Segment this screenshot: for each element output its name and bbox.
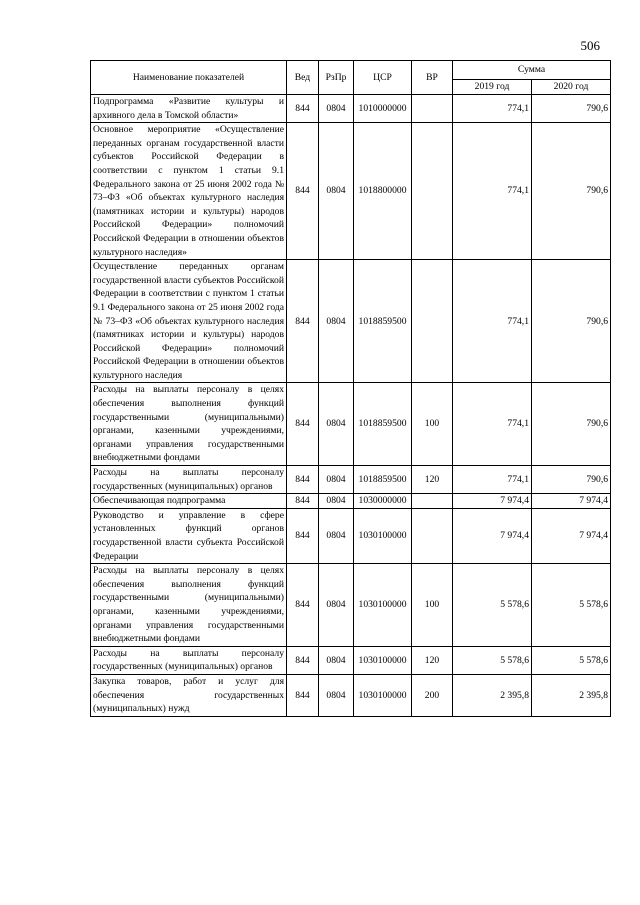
cell-ved: 844 xyxy=(287,95,319,123)
cell-sum-2019: 774,1 xyxy=(453,95,532,123)
table-row xyxy=(91,646,611,674)
cell-rzpr: 0804 xyxy=(319,494,354,509)
cell-rzpr: 0804 xyxy=(319,646,354,674)
cell-sum-2019: 7 974,4 xyxy=(453,508,532,563)
cell-vr xyxy=(412,494,453,509)
cell-csr: 1018800000 xyxy=(354,123,412,260)
header-sum: Сумма xyxy=(453,61,611,80)
header-year-2020: 2020 год xyxy=(532,80,611,95)
cell-vr: 100 xyxy=(412,564,453,647)
header-ved: Вед xyxy=(287,61,319,95)
cell-name: Осуществление переданных органам государственной власти субъектов Российской Федерации в соответствии с пунктом 1 статьи 9.1 Федерального закона от 25 июня 2002 года № 73–ФЗ «Об объектах культурного наследия (памятниках истории и культуры) народов Российской Федерации» полномочий Российской Федерации в отношении объектов культурного наследия xyxy=(91,260,287,383)
page-number: 506 xyxy=(580,38,600,53)
cell-sum-2020: 2 395,8 xyxy=(532,674,611,716)
budget-table xyxy=(90,60,611,717)
cell-rzpr: 0804 xyxy=(319,123,354,260)
cell-ved: 844 xyxy=(287,260,319,383)
cell-ved: 844 xyxy=(287,508,319,563)
cell-ved: 844 xyxy=(287,123,319,260)
cell-name: Руководство и управление в сфере установленных функций органов государственной власти субъекта Российской Федерации xyxy=(91,508,287,563)
cell-rzpr: 0804 xyxy=(319,674,354,716)
cell-sum-2020: 790,6 xyxy=(532,383,611,466)
cell-ved: 844 xyxy=(287,646,319,674)
cell-sum-2019: 774,1 xyxy=(453,123,532,260)
table-row xyxy=(91,260,611,383)
cell-sum-2020: 7 974,4 xyxy=(532,508,611,563)
header-vr: ВР xyxy=(412,61,453,95)
cell-sum-2019: 5 578,6 xyxy=(453,564,532,647)
table-body xyxy=(91,95,611,717)
cell-rzpr: 0804 xyxy=(319,466,354,494)
header-csr: ЦСР xyxy=(354,61,412,95)
cell-vr: 200 xyxy=(412,674,453,716)
header-rzpr: РзПр xyxy=(319,61,354,95)
cell-csr: 1030100000 xyxy=(354,508,412,563)
cell-csr: 1018859500 xyxy=(354,260,412,383)
cell-ved: 844 xyxy=(287,494,319,509)
cell-sum-2019: 774,1 xyxy=(453,260,532,383)
table-row xyxy=(91,674,611,716)
cell-name: Основное мероприятие «Осуществление переданных органам государственной власти субъектов Российской Федерации в соответствии с пунктом 1 статьи 9.1 Федерального закона от 25 июня 2002 года № 73–ФЗ «Об объектах культурного наследия (памятниках истории и культуры) народов Российской Федерации» полномочий Российской Федерации в отношении объектов культурного наследия» xyxy=(91,123,287,260)
cell-ved: 844 xyxy=(287,674,319,716)
cell-sum-2020: 7 974,4 xyxy=(532,494,611,509)
cell-vr xyxy=(412,508,453,563)
header-year-2019: 2019 год xyxy=(453,80,532,95)
cell-csr: 1018859500 xyxy=(354,383,412,466)
cell-name: Расходы на выплаты персоналу в целях обеспечения выполнения функций государственными (муниципальными) органами, казенными учреждениями, органами управления государственными внебюджетными фондами xyxy=(91,564,287,647)
table-row xyxy=(91,95,611,123)
cell-ved: 844 xyxy=(287,383,319,466)
cell-sum-2020: 5 578,6 xyxy=(532,564,611,647)
cell-sum-2019: 774,1 xyxy=(453,466,532,494)
cell-rzpr: 0804 xyxy=(319,95,354,123)
cell-name: Расходы на выплаты персоналу в целях обеспечения выполнения функций государственными (муниципальными) органами, казенными учреждениями, органами управления государственными внебюджетными фондами xyxy=(91,383,287,466)
cell-csr: 1030100000 xyxy=(354,646,412,674)
table-row xyxy=(91,383,611,466)
cell-rzpr: 0804 xyxy=(319,383,354,466)
cell-csr: 1010000000 xyxy=(354,95,412,123)
cell-csr: 1030100000 xyxy=(354,674,412,716)
table-row xyxy=(91,564,611,647)
cell-vr: 120 xyxy=(412,466,453,494)
cell-name: Закупка товаров, работ и услуг для обеспечения государственных (муниципальных) нужд xyxy=(91,674,287,716)
cell-name: Обеспечивающая подпрограмма xyxy=(91,494,287,509)
cell-csr: 1018859500 xyxy=(354,466,412,494)
cell-csr: 1030000000 xyxy=(354,494,412,509)
cell-sum-2020: 790,6 xyxy=(532,466,611,494)
cell-sum-2020: 790,6 xyxy=(532,95,611,123)
cell-sum-2020: 790,6 xyxy=(532,123,611,260)
cell-rzpr: 0804 xyxy=(319,564,354,647)
cell-name: Подпрограмма «Развитие культуры и архивного дела в Томской области» xyxy=(91,95,287,123)
cell-rzpr: 0804 xyxy=(319,508,354,563)
cell-sum-2019: 7 974,4 xyxy=(453,494,532,509)
cell-vr: 100 xyxy=(412,383,453,466)
table-row xyxy=(91,508,611,563)
cell-vr xyxy=(412,260,453,383)
table-row xyxy=(91,466,611,494)
table-header xyxy=(91,61,611,95)
cell-vr: 120 xyxy=(412,646,453,674)
cell-ved: 844 xyxy=(287,564,319,647)
cell-vr xyxy=(412,95,453,123)
cell-name: Расходы на выплаты персоналу государственных (муниципальных) органов xyxy=(91,646,287,674)
cell-sum-2019: 5 578,6 xyxy=(453,646,532,674)
cell-sum-2019: 2 395,8 xyxy=(453,674,532,716)
cell-name: Расходы на выплаты персоналу государственных (муниципальных) органов xyxy=(91,466,287,494)
table-row xyxy=(91,123,611,260)
cell-vr xyxy=(412,123,453,260)
cell-ved: 844 xyxy=(287,466,319,494)
cell-csr: 1030100000 xyxy=(354,564,412,647)
cell-rzpr: 0804 xyxy=(319,260,354,383)
cell-sum-2019: 774,1 xyxy=(453,383,532,466)
table-row xyxy=(91,494,611,509)
cell-sum-2020: 5 578,6 xyxy=(532,646,611,674)
header-name: Наименование показателей xyxy=(91,61,287,95)
cell-sum-2020: 790,6 xyxy=(532,260,611,383)
